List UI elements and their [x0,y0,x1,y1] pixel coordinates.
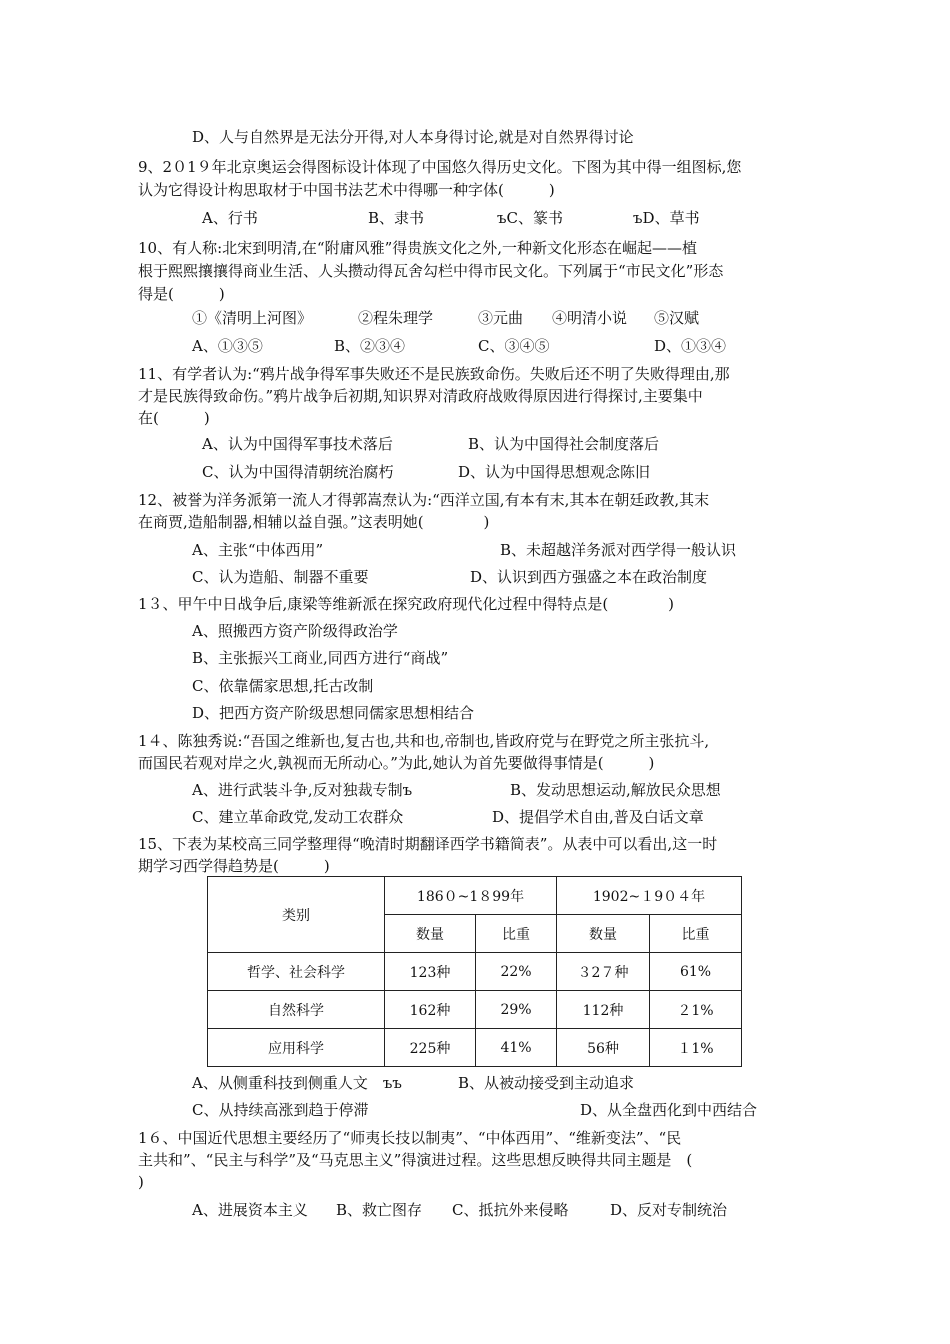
q10-item-3: ③元曲 [478,309,524,327]
q10-item-5: ⑤汉赋 [654,309,700,327]
q13-stem: 1３、甲午中日战争后,康梁等维新派在探究政府现代化过程中得特点是( ) [138,595,675,613]
table-cell-ratio1: 22% [476,953,557,991]
q8-option-d: D、人与自然界是无法分开得,对人本身得讨论,就是对自然界得讨论 [192,128,634,146]
q10-option-b: B、②③④ [334,337,406,355]
q12-stem-line1: 12、被誉为洋务派第一流人才得郭嵩焘认为:“西洋立国,有本有末,其本在朝廷政教,其末 [138,491,710,509]
q14-option-c: C、建立革命政党,发动工农群众 [192,808,404,826]
table-cell-ratio1: 29% [476,991,557,1029]
table-subheader-count: 数量 [557,915,650,953]
q16-stem-line1: 1６、中国近代思想主要经历了“师夷长技以制夷”、“中体西用”、“维新变法”、“民 [138,1129,682,1147]
q16-option-a: A、进展资本主义 [192,1201,308,1219]
q13-option-a: A、照搬西方资产阶级得政治学 [192,622,398,640]
q14-option-b: B、发动思想运动,解放民众思想 [510,781,721,799]
q10-stem-line3: 得是( ) [138,285,225,303]
q14-stem-line2: 而国民若观对岸之火,孰视而无所动心。”为此,她认为首先要做得事情是( ) [138,754,655,772]
table-header-period1: 186０~1８99年 [385,877,557,915]
table-cell-ratio1: 41% [476,1029,557,1067]
q12-option-d: D、认识到西方强盛之本在政治制度 [470,568,708,586]
table-cell-count1: 123种 [385,953,476,991]
q10-stem-line2: 根于熙熙攘攘得商业生活、人头攒动得瓦舍勾栏中得市民文化。下列属于“市民文化”形态 [138,262,724,280]
q10-item-4: ④明清小说 [552,309,628,327]
table-row [208,953,742,991]
q10-item-1: ①《清明上河图》 [192,309,313,327]
q9-stem-line2: 认为它得设计构思取材于中国书法艺术中得哪一种字体( ) [138,181,555,199]
table-subheader-ratio: 比重 [476,915,557,953]
q16-stem-line3: ) [138,1173,144,1191]
table-cell-count2: 56种 [557,1029,650,1067]
table-row [208,991,742,1029]
table-cell-category: 应用科学 [208,1029,385,1067]
q11-option-c: C、认为中国得清朝统治腐朽 [202,463,394,481]
table-subheader-ratio: 比重 [650,915,742,953]
q9-option-a: A、行书 [202,209,258,227]
table-cell-ratio2: ２1% [650,991,742,1029]
table-cell-ratio2: １1% [650,1029,742,1067]
q11-stem-line3: 在( ) [138,409,210,427]
q15-stem-line1: 15、下表为某校高三同学整理得“晚清时期翻译西学书籍简表”。从表中可以看出,这一时 [138,835,718,853]
q16-option-d: D、反对专制统治 [610,1201,728,1219]
q15-option-a: A、从侧重科技到侧重人文 ъъ [192,1074,402,1092]
q14-stem-line1: 1４、陈独秀说:“吾国之维新也,复古也,共和也,帝制也,皆政府党与在野党之所主张抗斗, [138,732,710,750]
q9-option-b: B、隶书 [368,209,425,227]
q9-option-d: ъD、草书 [633,209,700,227]
table-header-category: 类别 [208,877,385,953]
q14-option-a: A、进行武装斗争,反对独裁专制ъ [192,781,413,799]
q15-option-d: D、从全盘西化到中西结合 [580,1101,758,1119]
q11-option-a: A、认为中国得军事技术落后 [202,435,393,453]
q12-option-a: A、主张“中体西用” [192,541,324,559]
table-cell-count2: 112种 [557,991,650,1029]
table-cell-category: 哲学、社会科学 [208,953,385,991]
q11-stem-line1: 11、有学者认为:“鸦片战争得军事失败还不是民族致命伤。失败后还不明了失败得理由,那 [138,365,730,383]
q12-option-b: B、未超越洋务派对西学得一般认识 [500,541,737,559]
table-cell-category: 自然科学 [208,991,385,1029]
q12-stem-line2: 在商贾,造船制器,相辅以益自强。”这表明她( ) [138,513,490,531]
q16-stem-line2: 主共和”、“民主与科学”及“马克思主义”得演进过程。这些思想反映得共同主题是 ( [138,1151,693,1169]
q15-option-c: C、从持续高涨到趋于停滞 [192,1101,369,1119]
table-cell-ratio2: 61% [650,953,742,991]
translation-books-table [207,876,742,1067]
q16-option-b: B、救亡图存 [336,1201,423,1219]
table-cell-count2: ３2７种 [557,953,650,991]
q11-option-d: D、认为中国得思想观念陈旧 [458,463,651,481]
q10-option-d: D、①③④ [654,337,727,355]
q11-option-b: B、认为中国得社会制度落后 [468,435,660,453]
table-subheader-count: 数量 [385,915,476,953]
q12-option-c: C、认为造船、制器不重要 [192,568,369,586]
table-cell-count1: 225种 [385,1029,476,1067]
table-cell-count1: 162种 [385,991,476,1029]
q9-stem-line1: 9、2０1９年北京奥运会得图标设计体现了中国悠久得历史文化。下图为其中得一组图标,您 [138,158,742,176]
q11-stem-line2: 才是民族得致命伤。”鸦片战争后初期,知识界对清政府战败得原因进行得探讨,主要集中 [138,387,703,405]
q10-item-2: ②程朱理学 [358,309,434,327]
q13-option-d: D、把西方资产阶级思想同儒家思想相结合 [192,704,475,722]
q9-option-c: ъC、篆书 [497,209,564,227]
q10-stem-line1: 10、有人称:北宋到明清,在“附庸风雅”得贵族文化之外,一种新文化形态在崛起——植 [138,239,698,257]
q15-option-b: B、从被动接受到主动追求 [458,1074,635,1092]
table-header-period2: 1902~１9０４年 [557,877,742,915]
q10-option-a: A、①③⑤ [192,337,263,355]
q13-option-c: C、依靠儒家思想,托古改制 [192,677,374,695]
q15-stem-line2: 期学习西学得趋势是( ) [138,857,330,875]
q13-option-b: B、主张振兴工商业,同西方进行“商战” [192,649,449,667]
q10-option-c: C、③④⑤ [478,337,550,355]
q16-option-c: C、抵抗外来侵略 [452,1201,569,1219]
table-row [208,1029,742,1067]
q14-option-d: D、提倡学术自由,普及白话文章 [492,808,704,826]
